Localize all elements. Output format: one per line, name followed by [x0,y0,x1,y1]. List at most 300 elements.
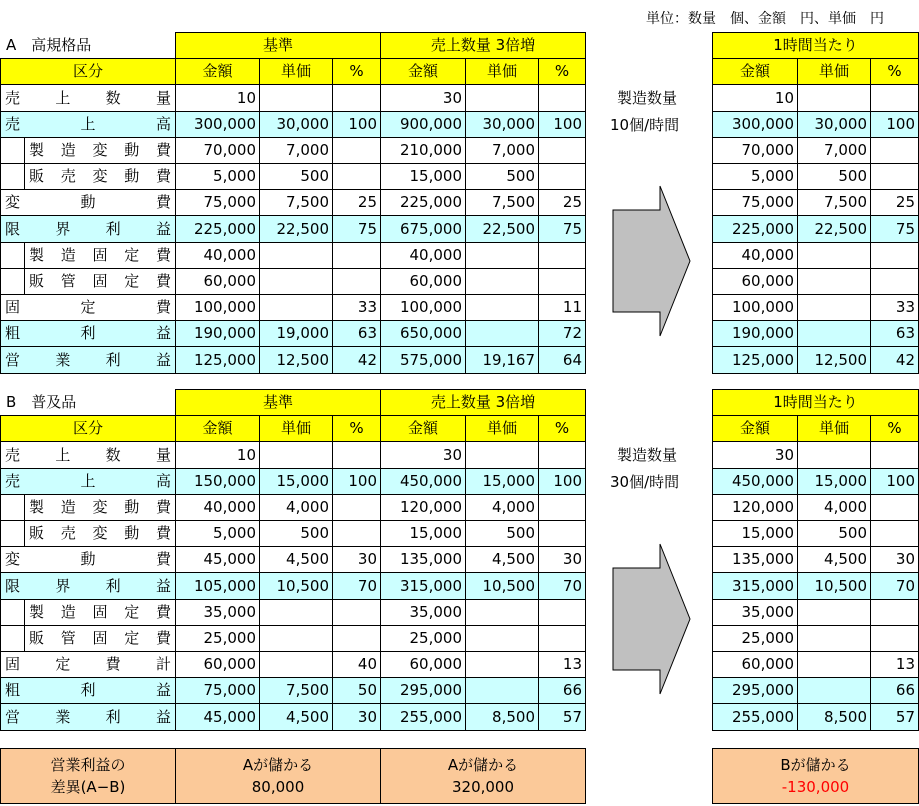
label-char: 管 [60,629,76,647]
base-value-cell: 45,000 [175,703,260,731]
base-value-cell: 19,000 [259,320,333,347]
row-label [0,189,176,216]
label-char: 変 [92,524,108,542]
label-char: 計 [155,655,171,673]
triple-value-cell [465,268,539,295]
label-char: 変 [5,550,21,568]
hour-value-cell [797,625,871,652]
label-char: 益 [155,324,171,342]
summary-base [175,748,381,804]
label-char: 変 [5,193,21,211]
triple-tanka-header: 単価 [465,415,539,442]
triple-value-cell: 7,500 [465,189,539,216]
row-indent [0,137,25,164]
triple-value-cell: 225,000 [380,189,466,216]
hour-value-cell [797,651,871,678]
triple-value-cell [465,441,539,469]
base-value-cell [332,268,381,295]
hour-value-cell: 30 [870,546,919,573]
base-value-cell: 40 [332,651,381,678]
label-char: 量 [155,445,171,464]
label-char: 製 [29,603,45,621]
hour-value-cell: 10,500 [797,572,871,600]
hour-value-cell [797,84,871,112]
label-char: 費 [155,193,171,211]
base-value-cell [259,599,333,626]
label-char: 費 [155,524,171,542]
section-title: B 普及品 [6,393,77,411]
base-value-cell [259,242,333,269]
base-tanka-header: 単価 [259,58,333,85]
hour-value-cell: 450,000 [712,468,798,495]
hour-value-cell: 30 [712,441,798,469]
hour-pct-header: % [870,415,919,442]
label-char: 営 [5,707,21,726]
hour-value-cell [870,599,919,626]
label-char: 売 [5,88,21,107]
unit-note: 単位：数量 個、金額 円、単価 円 [646,11,884,27]
triple-value-cell: 135,000 [380,546,466,573]
base-value-cell [332,242,381,269]
base-value-cell [259,625,333,652]
label-char: 管 [60,272,76,290]
hour-value-cell: 63 [870,320,919,347]
base-value-cell [332,599,381,626]
hourly-header: 1時間当たり [712,389,919,416]
triple-value-cell: 11 [538,294,586,321]
base-value-cell: 33 [332,294,381,321]
triple-value-cell: 315,000 [380,572,466,600]
triple-value-cell [465,294,539,321]
label-char: 利 [105,707,121,726]
triple-value-cell: 66 [538,677,586,704]
base-header: 基準 [175,389,381,416]
triple-value-cell: 25 [538,189,586,216]
hour-value-cell: 125,000 [712,346,798,374]
label-char: 動 [124,141,140,159]
label-char: 定 [124,629,140,647]
base-value-cell: 25 [332,189,381,216]
hour-value-cell [870,625,919,652]
hour-value-cell: 4,000 [797,494,871,521]
base-value-cell: 40,000 [175,242,260,269]
base-value-cell: 40,000 [175,494,260,521]
production-label: 製造数量 [617,89,678,108]
label-char: 固 [92,272,108,290]
section-title: A 高規格品 [6,36,92,54]
base-kingaku-header: 金額 [175,58,260,85]
triple-value-cell: 22,500 [465,215,539,243]
hour-value-cell [797,677,871,704]
triple-value-cell: 30,000 [465,111,539,138]
label-char: 利 [105,219,121,238]
base-value-cell: 22,500 [259,215,333,243]
base-value-cell [259,651,333,678]
hour-value-cell: 190,000 [712,320,798,347]
base-pct-header: % [332,415,381,442]
triple-value-cell: 15,000 [380,520,466,547]
base-value-cell: 225,000 [175,215,260,243]
label-char: 費 [155,603,171,621]
label-char: 定 [124,272,140,290]
triple-value-cell: 650,000 [380,320,466,347]
label-char: 利 [80,681,96,699]
base-tanka-header: 単価 [259,415,333,442]
triple-value-cell: 4,500 [465,546,539,573]
label-char: 定 [55,655,71,673]
triple-value-cell: 15,000 [380,163,466,190]
label-char: 粗 [5,681,21,699]
base-value-cell: 125,000 [175,346,260,374]
label-char: 高 [155,115,171,133]
label-char: 上 [80,472,96,490]
base-value-cell: 45,000 [175,546,260,573]
hour-value-cell [870,242,919,269]
base-value-cell: 7,500 [259,677,333,704]
label-char: 粗 [5,324,21,342]
triple-value-cell: 450,000 [380,468,466,495]
row-label [0,572,176,600]
hour-value-cell [870,520,919,547]
triple-value-cell: 72 [538,320,586,347]
base-value-cell [259,268,333,295]
base-value-cell: 30 [332,546,381,573]
label-char: 上 [55,445,71,464]
triple-value-cell: 70 [538,572,586,600]
base-value-cell: 25,000 [175,625,260,652]
triple-value-cell: 35,000 [380,599,466,626]
triple-value-cell: 64 [538,346,586,374]
label-char: 費 [155,141,171,159]
hour-value-cell: 15,000 [712,520,798,547]
right-arrow-icon [612,185,692,337]
hour-value-cell: 500 [797,520,871,547]
label-char: 費 [155,550,171,568]
label-char: 費 [155,272,171,290]
base-value-cell: 100,000 [175,294,260,321]
label-char: 上 [55,88,71,107]
label-char: 利 [80,324,96,342]
label-char: 費 [155,498,171,516]
triple-value-cell: 100 [538,111,586,138]
label-char: 変 [92,498,108,516]
label-char: 販 [29,524,45,542]
hour-value-cell: 8,500 [797,703,871,731]
label-char: 利 [105,350,121,369]
triple-value-cell [538,441,586,469]
label-char: 上 [80,115,96,133]
hour-value-cell [797,242,871,269]
triple-value-cell [538,137,586,164]
row-indent [0,625,25,652]
row-label [24,163,176,190]
base-value-cell: 4,500 [259,546,333,573]
triple-value-cell: 255,000 [380,703,466,731]
triple-value-cell: 500 [465,520,539,547]
triple-value-cell: 210,000 [380,137,466,164]
hour-value-cell: 135,000 [712,546,798,573]
base-value-cell: 75 [332,215,381,243]
hour-value-cell [797,441,871,469]
hour-value-cell [870,84,919,112]
base-value-cell [259,84,333,112]
triple-value-cell: 75 [538,215,586,243]
hour-value-cell: 42 [870,346,919,374]
summary-hour-line1: Bが儲かる [780,755,851,774]
row-indent [0,163,25,190]
base-value-cell: 7,500 [259,189,333,216]
hour-value-cell: 12,500 [797,346,871,374]
triple-value-cell [465,625,539,652]
triple-value-cell: 60,000 [380,268,466,295]
base-value-cell [332,137,381,164]
row-label [0,320,176,347]
label-char: 売 [60,524,76,542]
label-char: 造 [60,141,76,159]
base-value-cell: 50 [332,677,381,704]
base-value-cell: 500 [259,163,333,190]
triple-header: 売上数量 3倍増 [380,389,586,416]
base-value-cell [259,441,333,469]
row-label [24,242,176,269]
hour-value-cell: 100,000 [712,294,798,321]
hour-value-cell [797,320,871,347]
label-char: 固 [92,603,108,621]
label-char: 売 [5,115,21,133]
base-value-cell: 100 [332,111,381,138]
base-value-cell: 15,000 [259,468,333,495]
base-value-cell: 5,000 [175,520,260,547]
triple-value-cell: 25,000 [380,625,466,652]
triple-kingaku-header: 金額 [380,58,466,85]
hour-value-cell: 60,000 [712,651,798,678]
hour-value-cell: 75 [870,215,919,243]
label-char: 動 [80,550,96,568]
row-label [0,84,176,112]
row-label [0,294,176,321]
hourly-header: 1時間当たり [712,32,919,59]
summary-triple-line1: Aが儲かる [447,755,519,774]
hour-tanka-header: 単価 [797,58,871,85]
triple-header: 売上数量 3倍増 [380,32,586,59]
base-value-cell: 63 [332,320,381,347]
triple-value-cell: 10,500 [465,572,539,600]
label-char: 売 [5,472,21,490]
label-char: 製 [29,141,45,159]
label-char: 変 [92,141,108,159]
triple-value-cell: 57 [538,703,586,731]
hour-value-cell: 25,000 [712,625,798,652]
triple-value-cell [465,84,539,112]
production-rate: 10個/時間 [610,115,680,134]
label-char: 限 [5,219,21,238]
base-value-cell [259,294,333,321]
hour-value-cell: 25 [870,189,919,216]
triple-value-cell: 15,000 [465,468,539,495]
row-label [24,268,176,295]
summary-triple [380,748,586,804]
label-char: 造 [60,246,76,264]
label-char: 界 [55,219,71,238]
label-char: 販 [29,629,45,647]
hour-value-cell: 225,000 [712,215,798,243]
label-char: 製 [29,498,45,516]
base-value-cell: 60,000 [175,651,260,678]
triple-value-cell [538,268,586,295]
hour-value-cell: 4,500 [797,546,871,573]
label-char: 益 [155,707,171,726]
row-indent [0,599,25,626]
label-char: 製 [29,246,45,264]
label-char: 業 [55,350,71,369]
label-char: 動 [80,193,96,211]
base-value-cell: 4,500 [259,703,333,731]
hour-value-cell: 35,000 [712,599,798,626]
hour-value-cell: 40,000 [712,242,798,269]
triple-value-cell [465,242,539,269]
hour-value-cell: 500 [797,163,871,190]
hour-value-cell: 70,000 [712,137,798,164]
base-value-cell: 75,000 [175,677,260,704]
triple-value-cell: 13 [538,651,586,678]
row-label [24,137,176,164]
summary-label-line1: 営業利益の [50,755,126,774]
label-char: 益 [155,681,171,699]
label-char: 変 [92,167,108,185]
label-char: 益 [155,219,171,238]
label-char: 定 [80,298,96,316]
triple-value-cell: 40,000 [380,242,466,269]
hour-value-cell: 33 [870,294,919,321]
triple-value-cell [538,625,586,652]
base-value-cell [332,441,381,469]
label-char: 量 [155,88,171,107]
triple-tanka-header: 単価 [465,58,539,85]
triple-value-cell: 675,000 [380,215,466,243]
triple-kingaku-header: 金額 [380,415,466,442]
triple-value-cell: 4,000 [465,494,539,521]
triple-value-cell: 19,167 [465,346,539,374]
kubun-header: 区分 [0,58,176,85]
row-label [0,346,176,374]
base-value-cell: 7,000 [259,137,333,164]
row-label [0,651,176,678]
hour-value-cell: 295,000 [712,677,798,704]
label-char: 販 [29,167,45,185]
base-value-cell: 10,500 [259,572,333,600]
row-label [0,215,176,243]
triple-value-cell: 500 [465,163,539,190]
row-label [24,520,176,547]
triple-value-cell: 575,000 [380,346,466,374]
base-value-cell: 70,000 [175,137,260,164]
hour-value-cell: 70 [870,572,919,600]
label-char: 数 [105,88,121,107]
base-value-cell [332,494,381,521]
hour-value-cell: 22,500 [797,215,871,243]
hour-value-cell [870,163,919,190]
right-arrow-icon [612,543,692,695]
label-char: 費 [155,298,171,316]
triple-value-cell [465,599,539,626]
row-label [24,494,176,521]
triple-value-cell: 295,000 [380,677,466,704]
triple-value-cell: 8,500 [465,703,539,731]
base-kingaku-header: 金額 [175,415,260,442]
triple-value-cell [465,651,539,678]
triple-value-cell: 120,000 [380,494,466,521]
label-char: 定 [124,603,140,621]
triple-value-cell: 30 [538,546,586,573]
triple-value-cell [538,520,586,547]
triple-value-cell [538,494,586,521]
base-value-cell: 30,000 [259,111,333,138]
base-value-cell: 500 [259,520,333,547]
summary-triple-line2: 320,000 [451,777,515,796]
base-value-cell: 5,000 [175,163,260,190]
triple-value-cell [538,242,586,269]
hour-value-cell: 66 [870,677,919,704]
base-value-cell: 12,500 [259,346,333,374]
triple-value-cell: 30 [380,441,466,469]
label-char: 固 [92,629,108,647]
hour-value-cell: 15,000 [797,468,871,495]
triple-pct-header: % [538,58,586,85]
base-value-cell: 75,000 [175,189,260,216]
label-char: 業 [55,707,71,726]
label-char: 高 [155,472,171,490]
hour-value-cell: 30,000 [797,111,871,138]
label-char: 界 [55,576,71,595]
triple-value-cell: 100 [538,468,586,495]
row-label [0,468,176,495]
row-label [24,625,176,652]
label-char: 動 [124,524,140,542]
label-char: 限 [5,576,21,595]
hour-tanka-header: 単価 [797,415,871,442]
label-char: 造 [60,498,76,516]
label-char: 数 [105,445,121,464]
label-char: 固 [5,298,21,316]
label-char: 益 [155,350,171,369]
label-char: 固 [5,655,21,673]
triple-value-cell [538,599,586,626]
hour-value-cell [797,599,871,626]
row-label [0,677,176,704]
row-label [0,111,176,138]
hour-value-cell: 100 [870,468,919,495]
hour-value-cell [870,441,919,469]
label-char: 造 [60,603,76,621]
row-label [0,546,176,573]
label-char: 営 [5,350,21,369]
hour-pct-header: % [870,58,919,85]
triple-value-cell: 60,000 [380,651,466,678]
triple-value-cell [538,163,586,190]
base-value-cell: 4,000 [259,494,333,521]
hour-value-cell [870,268,919,295]
row-indent [0,268,25,295]
row-indent [0,494,25,521]
label-char: 販 [29,272,45,290]
triple-value-cell [465,677,539,704]
production-rate: 30個/時間 [610,472,680,491]
base-value-cell [332,520,381,547]
hour-value-cell [797,294,871,321]
triple-value-cell [538,84,586,112]
hour-value-cell: 100 [870,111,919,138]
base-value-cell: 35,000 [175,599,260,626]
